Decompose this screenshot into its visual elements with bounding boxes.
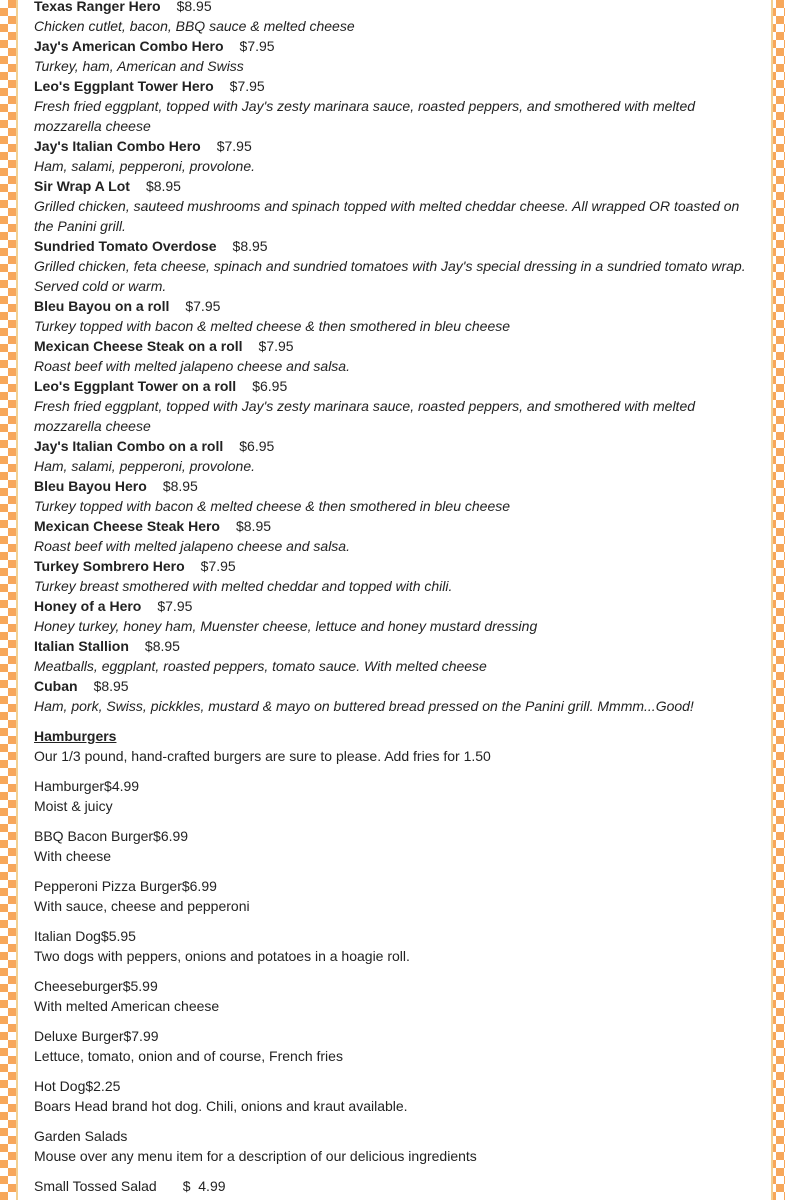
item-name: Sir Wrap A Lot xyxy=(34,178,130,194)
item-description: Grilled chicken, sauteed mushrooms and spinach topped with melted cheddar cheese. All wrapped OR toasted on the Panini grill. xyxy=(34,198,740,234)
item-name: Jay's Italian Combo on a roll xyxy=(34,438,224,454)
item-name: Small Tossed Salad xyxy=(34,1178,157,1194)
item-description: With sauce, cheese and pepperoni xyxy=(34,898,250,914)
section-title-hamburgers: Hamburgers xyxy=(34,728,117,744)
spacer xyxy=(34,1016,750,1026)
item-description: Ham, salami, pepperoni, provolone. xyxy=(34,458,256,474)
item-title: Hot Dog$2.25 xyxy=(34,1078,121,1094)
menu-content xyxy=(34,0,750,1196)
spacer xyxy=(34,1166,750,1176)
item-description: Boars Head brand hot dog. Chili, onions and kraut available. xyxy=(34,1098,408,1114)
item-price: $6.95 xyxy=(252,378,288,394)
menu-item[interactable] xyxy=(34,136,750,176)
item-description: Meatballs, eggplant, roasted peppers, tomato sauce. With melted cheese xyxy=(34,658,487,674)
menu-item[interactable] xyxy=(34,1026,750,1066)
item-name: Bleu Bayou Hero xyxy=(34,478,147,494)
item-name: Texas Ranger Hero xyxy=(34,0,161,14)
item-title: BBQ Bacon Burger$6.99 xyxy=(34,828,189,844)
menu-item[interactable] xyxy=(34,596,750,636)
item-description: Two dogs with peppers, onions and potatoes in a hoagie roll. xyxy=(34,948,410,964)
menu-item[interactable] xyxy=(34,336,750,376)
item-description: Moist & juicy xyxy=(34,798,113,814)
item-description: With cheese xyxy=(34,848,112,864)
spacer xyxy=(34,966,750,976)
item-price: $7.95 xyxy=(229,78,265,94)
spacer xyxy=(34,1116,750,1126)
item-title: Hamburger$4.99 xyxy=(34,778,140,794)
item-description: Roast beef with melted jalapeno cheese and salsa. xyxy=(34,358,350,374)
item-price: $8.95 xyxy=(235,518,272,534)
section-intro: Mouse over any menu item for a description of our delicious ingredients xyxy=(34,1148,477,1164)
item-price: $6.95 xyxy=(239,438,275,454)
item-name: Jay's Italian Combo Hero xyxy=(34,138,201,154)
item-name: Turkey Sombrero Hero xyxy=(34,558,185,574)
item-price: $8.95 xyxy=(176,0,212,14)
item-price: $8.95 xyxy=(145,178,181,194)
menu-item[interactable] xyxy=(34,76,750,136)
item-price: $7.95 xyxy=(157,598,193,614)
item-price: $7.95 xyxy=(216,138,252,154)
item-title: Cheeseburger$5.99 xyxy=(34,978,158,994)
menu-item[interactable] xyxy=(34,926,750,966)
menu-item[interactable] xyxy=(34,36,750,76)
item-description: With melted American cheese xyxy=(34,998,220,1014)
item-description: Fresh fried eggplant, topped with Jay's zesty marinara sauce, roasted peppers, and smothered with melted mozzarella cheese xyxy=(34,98,696,134)
menu-item[interactable] xyxy=(34,676,750,716)
menu-item[interactable] xyxy=(34,826,750,866)
item-description: Turkey, ham, American and Swiss xyxy=(34,58,244,74)
item-name: Leo's Eggplant Tower Hero xyxy=(34,78,214,94)
section-intro: Our 1/3 pound, hand-crafted burgers are sure to please. Add fries for 1.50 xyxy=(34,748,491,764)
menu-item[interactable] xyxy=(34,976,750,1016)
menu-item[interactable] xyxy=(34,236,750,296)
menu-item[interactable] xyxy=(34,516,750,556)
item-name: Jay's American Combo Hero xyxy=(34,38,224,54)
menu-item[interactable] xyxy=(34,556,750,596)
menu-item[interactable] xyxy=(34,0,750,36)
menu-panel xyxy=(16,0,773,1200)
item-description: Ham, pork, Swiss, pickkles, mustard & mayo on buttered bread pressed on the Panini grill. Mmmm...Good! xyxy=(34,698,694,714)
item-name: Leo's Eggplant Tower on a roll xyxy=(34,378,237,394)
menu-item[interactable] xyxy=(34,376,750,436)
item-description: Roast beef with melted jalapeno cheese and salsa. xyxy=(34,538,350,554)
item-name: Mexican Cheese Steak Hero xyxy=(34,518,220,534)
item-name: Cuban xyxy=(34,678,78,694)
spacer xyxy=(34,866,750,876)
menu-item[interactable] xyxy=(34,636,750,676)
section-title-salads: Garden Salads xyxy=(34,1128,128,1144)
menu-item[interactable] xyxy=(34,1176,750,1196)
menu-item[interactable] xyxy=(34,776,750,816)
item-description: Turkey topped with bacon & melted cheese & then smothered in bleu cheese xyxy=(34,318,511,334)
item-price: $8.95 xyxy=(162,478,198,494)
item-name: Mexican Cheese Steak on a roll xyxy=(34,338,243,354)
item-description: Ham, salami, pepperoni, provolone. xyxy=(34,158,256,174)
menu-item[interactable] xyxy=(34,176,750,236)
item-price: $8.95 xyxy=(93,678,129,694)
item-price: $7.95 xyxy=(200,558,236,574)
item-description: Chicken cutlet, bacon, BBQ sauce & melted cheese xyxy=(34,18,355,34)
item-price: $8.95 xyxy=(144,638,180,654)
menu-item[interactable] xyxy=(34,876,750,916)
item-price: $7.95 xyxy=(185,298,221,314)
item-name: Sundried Tomato Overdose xyxy=(34,238,217,254)
item-description: Turkey breast smothered with melted cheddar and topped with chili. xyxy=(34,578,453,594)
item-description: Honey turkey, honey ham, Muenster cheese, lettuce and honey mustard dressing xyxy=(34,618,538,634)
item-price: $7.95 xyxy=(239,38,275,54)
menu-item[interactable] xyxy=(34,476,750,516)
item-description: Lettuce, tomato, onion and of course, French fries xyxy=(34,1048,343,1064)
hero-list xyxy=(34,0,750,716)
menu-item[interactable] xyxy=(34,436,750,476)
item-price: $7.95 xyxy=(258,338,294,354)
spacer xyxy=(34,916,750,926)
spacer xyxy=(34,766,750,776)
menu-item[interactable] xyxy=(34,296,750,336)
item-name: Italian Stallion xyxy=(34,638,129,654)
item-price: $8.95 xyxy=(232,238,268,254)
item-price: $ 4.99 xyxy=(182,1178,226,1194)
item-title: Deluxe Burger$7.99 xyxy=(34,1028,159,1044)
spacer xyxy=(34,816,750,826)
item-name: Honey of a Hero xyxy=(34,598,142,614)
item-title: Pepperoni Pizza Burger$6.99 xyxy=(34,878,217,894)
spacer xyxy=(34,1066,750,1076)
item-description: Fresh fried eggplant, topped with Jay's zesty marinara sauce, roasted peppers, and smothered with melted mozzarella cheese xyxy=(34,398,696,434)
item-description: Turkey topped with bacon & melted cheese & then smothered in bleu cheese xyxy=(34,498,511,514)
item-name: Bleu Bayou on a roll xyxy=(34,298,170,314)
item-description: Grilled chicken, feta cheese, spinach and sundried tomatoes with Jay's special dressing in a sundried tomato wrap. Served cold or warm. xyxy=(34,258,746,294)
menu-item[interactable] xyxy=(34,1076,750,1116)
item-title: Italian Dog$5.95 xyxy=(34,928,136,944)
